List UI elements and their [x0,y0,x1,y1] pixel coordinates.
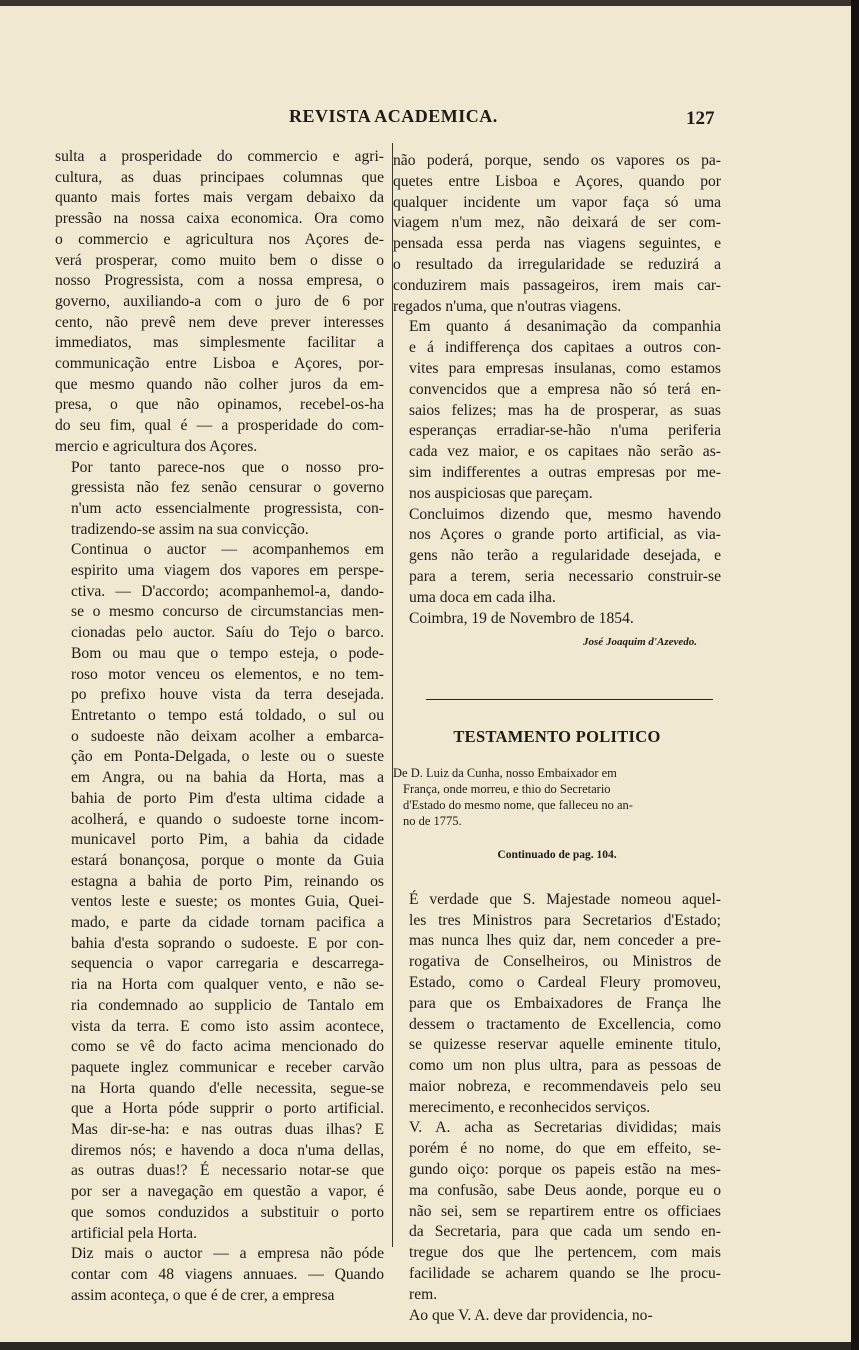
text-line: mercio e agricultura dos Açores. [55,437,258,455]
text-line: cionadas pelo auctor. Saíu do Tejo o barco. [71,624,384,642]
paragraph [393,151,721,317]
text-line: como um non plus ultra, para as pessoas de [409,1057,721,1075]
text-line: Ao que V. A. deve dar providencia, no- [409,1306,653,1324]
right-column [393,151,721,1326]
text-line: merecimento, e reconhecidos serviços. [409,1098,651,1116]
text-line: quanto mais fortes mais vergam debaixo da [55,189,384,207]
text-line: tradizendo-se assim na sua convicção. [71,520,309,538]
text-line: como se vê do facto acima mencionado do [71,1038,384,1056]
subtitle-line: De D. Luiz da Cunha, nosso Embaixador em [393,765,617,780]
text-line: se quizesse reservar aquelle eminente titulo, [409,1036,721,1054]
text-line: da Secretaria, para que cada um sendo en- [409,1223,721,1241]
text-line: sulta a prosperidade do commercio e agri- [55,148,384,165]
text-line: qualquer incidente um vapor faça só uma [393,193,721,211]
running-head: REVISTA ACADEMICA. [289,106,498,126]
text-line: ria na Horta com qualquer vento, e não se- [71,976,384,994]
text-line: pressão na nossa caixa economica. Ora como [55,210,384,228]
text-line: ma confusão, sabe Deus aonde, porque eu o [409,1181,721,1199]
text-line: sim indifferentes a outras empresas por me- [409,463,721,481]
text-line: Mas dir-se-ha: e nas outras duas ilhas? E [71,1121,384,1139]
text-line: Estado, como o Cardeal Fleury promoveu, [409,973,721,991]
section-separator [426,699,713,700]
text-line: nosso Progressista, com a nossa empresa, o [55,272,384,290]
text-line: para que os Embaixadores de França lhe [409,994,721,1012]
text-line: maior nobreza, e recommendaveis pelo seu [409,1077,721,1095]
text-line: rogativa de Conselheiros, ou Ministros de [409,953,721,971]
text-line: o commercio e agricultura nos Açores de- [55,230,384,248]
text-line: porém é no nome, do que em effeito, se- [409,1140,721,1158]
author-signature: José Joaquim d'Azevedo. [583,636,697,649]
text-line: que mesmo quando não colher juros da em- [55,375,384,393]
text-line: e á indifferença dos capitaes a outros con- [409,339,721,357]
text-line: o resultado da irregularidade se reduzirá a [393,255,721,273]
paragraph [55,540,384,1244]
text-line: quetes entre Lisboa e Açores, quando por [393,172,721,190]
text-line: n'um acto essencialmente progressista, con- [71,499,384,517]
page-header [0,102,851,136]
text-line: não poderá, porque, sendo os vapores os pa- [393,152,721,169]
text-line: ventos leste e sueste; os montes Guia, Quei- [71,893,384,911]
text-line: não sei, sem se repartirem entre os officiaes [409,1202,721,1220]
text-line: assim aconteça, o que é de crer, a empresa [71,1286,335,1304]
page-number: 127 [686,108,715,129]
dateline: Coimbra, 19 de Novembro de 1854. [409,609,634,627]
text-line: pensada essa perda nas viagens seguintes, e [393,235,721,253]
text-line: mado, e parte da cidade tornam pacifica a [71,914,384,932]
text-line: sequencia o vapor carregaria e descarrega- [71,955,384,973]
paragraph [393,1306,721,1327]
text-line: po prefixo houve vista da terra desejada. [71,686,384,704]
text-line: uma doca em cada ilha. [409,588,556,606]
text-line: Concluimos dizendo que, mesmo havendo [409,505,721,523]
text-line: vista da terra. E como isto assim acontece, [71,1017,384,1035]
text-line: mas nunca lhes quiz dar, nem conceder a pre- [409,932,721,950]
text-line: gens não terão a regularidade desejada, e [409,547,721,565]
text-line: saios felizes; mas ha de prosperar, as suas [409,401,721,419]
text-line: cada vez maior, e os capitaes não serão as- [409,443,721,461]
text-line: ctiva. — D'accordo; acompanhemol-a, dando- [71,582,384,600]
text-line: ção em Ponta-Delgada, o leste ou o sueste [71,748,384,766]
text-line: regados n'uma, que n'outras viagens. [393,297,622,315]
text-line: em Angra, ou na bahia da Horta, mas a [71,769,384,787]
text-line: o sudoeste não deixam acolher a embarca- [71,727,384,745]
text-line: presa, o que não opinamos, recebel-os-ha [55,396,384,414]
text-line: para a terem, seria necessario construir-se [409,567,721,585]
text-line: as outras duas!? É necessario notar-se que [71,1162,384,1180]
text-line: bahia de porto Pim d'esta ultima cidade a [71,789,384,807]
text-line: na Horta quando d'elle necessita, segue-se [71,1079,384,1097]
text-line: Por tanto parece-nos que o nosso pro- [71,458,384,476]
text-line: cultura, as duas principaes columnas que [55,168,384,186]
text-line: se o mesmo concurso de circumstancias men- [71,603,384,621]
text-line: vites para empresas insulanas, como estamos [409,359,721,377]
text-line: convencidos que a empresa não só terá en- [409,380,721,398]
continued-note: Continuado de pag. 104. [497,848,617,861]
text-line: gundo oiço: porque os papeis estão na mes- [409,1161,721,1179]
text-line: que somos conduzidos a substituir o porto [71,1203,384,1221]
text-line: Bom ou mau que o tempo esteja, o pode- [71,644,384,662]
text-line: contar com 48 viagens annuaes. — Quando [71,1265,384,1283]
text-line: Entretanto o tempo está toldado, o sul ou [71,706,384,724]
scan-right-edge [851,0,859,1350]
text-line: dessem o tractamento de Excellencia, como [409,1015,721,1033]
text-line: Continua o auctor — acompanhemos em [71,541,384,559]
text-line: communicação entre Lisboa e Açores, por- [55,355,384,373]
text-line: bahia d'esta soprando o sudoeste. E por con- [71,934,384,952]
text-line: gressista não fez senão censurar o governo [71,479,384,497]
text-line: artificial pela Horta. [71,1224,197,1242]
text-line: nos auspiciosas que pareçam. [409,484,593,502]
section-subtitle [393,765,721,829]
paragraph [393,890,721,1119]
text-line: municavel porto Pim, a bahia da cidade [71,831,384,849]
text-line: estará bonançosa, porque o monte da Guia [71,851,384,869]
subtitle-line: França, onde morreu, e thio do Secretario [403,781,611,796]
text-line: tregue dos que lhe pertencem, com mais [409,1244,721,1262]
text-line: espirito uma viagem dos vapores em perspe- [71,562,384,580]
text-line: por ser a navegação em questão a vapor, é [71,1183,384,1201]
paragraph [393,317,721,504]
text-line: rem. [409,1285,438,1303]
subtitle-line: d'Estado do mesmo nome, que falleceu no an- [403,797,633,812]
text-line: governo, auxiliando-a com o juro de 6 por [55,292,384,310]
text-line: V. A. acha as Secretarias divididas; mais [409,1119,721,1137]
text-line: diremos nós; e havendo a doca n'uma dellas, [71,1141,384,1159]
text-line: cento, não prevê nem deve prever interesses [55,313,384,331]
text-line: paquete inglez communicar e receber carvão [71,1058,384,1076]
paragraph [393,1118,721,1305]
paragraph [55,147,384,458]
text-line: viagem n'um mez, não deixará de ser com- [393,214,721,232]
text-line: É verdade que S. Majestade nomeou aquel- [409,890,721,908]
text-line: verá prosperar, como muito bem o disse o [55,251,384,269]
text-line: immediatos, mas simplesmente facilitar a [55,334,384,352]
section-title: TESTAMENTO POLITICO [453,727,661,747]
paragraph [55,458,384,541]
text-line: do seu fim, qual é — a prosperidade do com- [55,417,384,435]
text-line: acolherá, e quando o sudoeste torne incom- [71,810,384,828]
subtitle-line: no de 1775. [403,813,462,828]
book-page [0,6,851,1342]
text-line: Diz mais o auctor — a empresa não póde [71,1245,384,1263]
text-line: estagna a bahia de porto Pim, reinando os [71,872,384,890]
text-line: facilidade se acharem quando se lhe procu- [409,1265,721,1283]
paragraph [55,1244,384,1306]
text-line: esperanças erradiar-se-hão n'uma periferia [409,422,721,440]
paragraph [393,505,721,609]
text-line: que a Horta póde supprir o porto artificial. [71,1100,384,1118]
text-line: ria condemnado ao supplicio de Tantalo em [71,996,384,1014]
text-line: conduzirem mais passageiros, irem mais car- [393,276,721,294]
text-line: roso motor venceu os elementos, e no tem- [71,665,384,683]
text-line: les tres Ministros para Secretarios d'Estado; [409,911,721,929]
text-line: Em quanto á desanimação da companhia [409,318,721,336]
text-line: nos Açores o grande porto artificial, as via- [409,526,721,544]
left-column [55,147,384,1306]
